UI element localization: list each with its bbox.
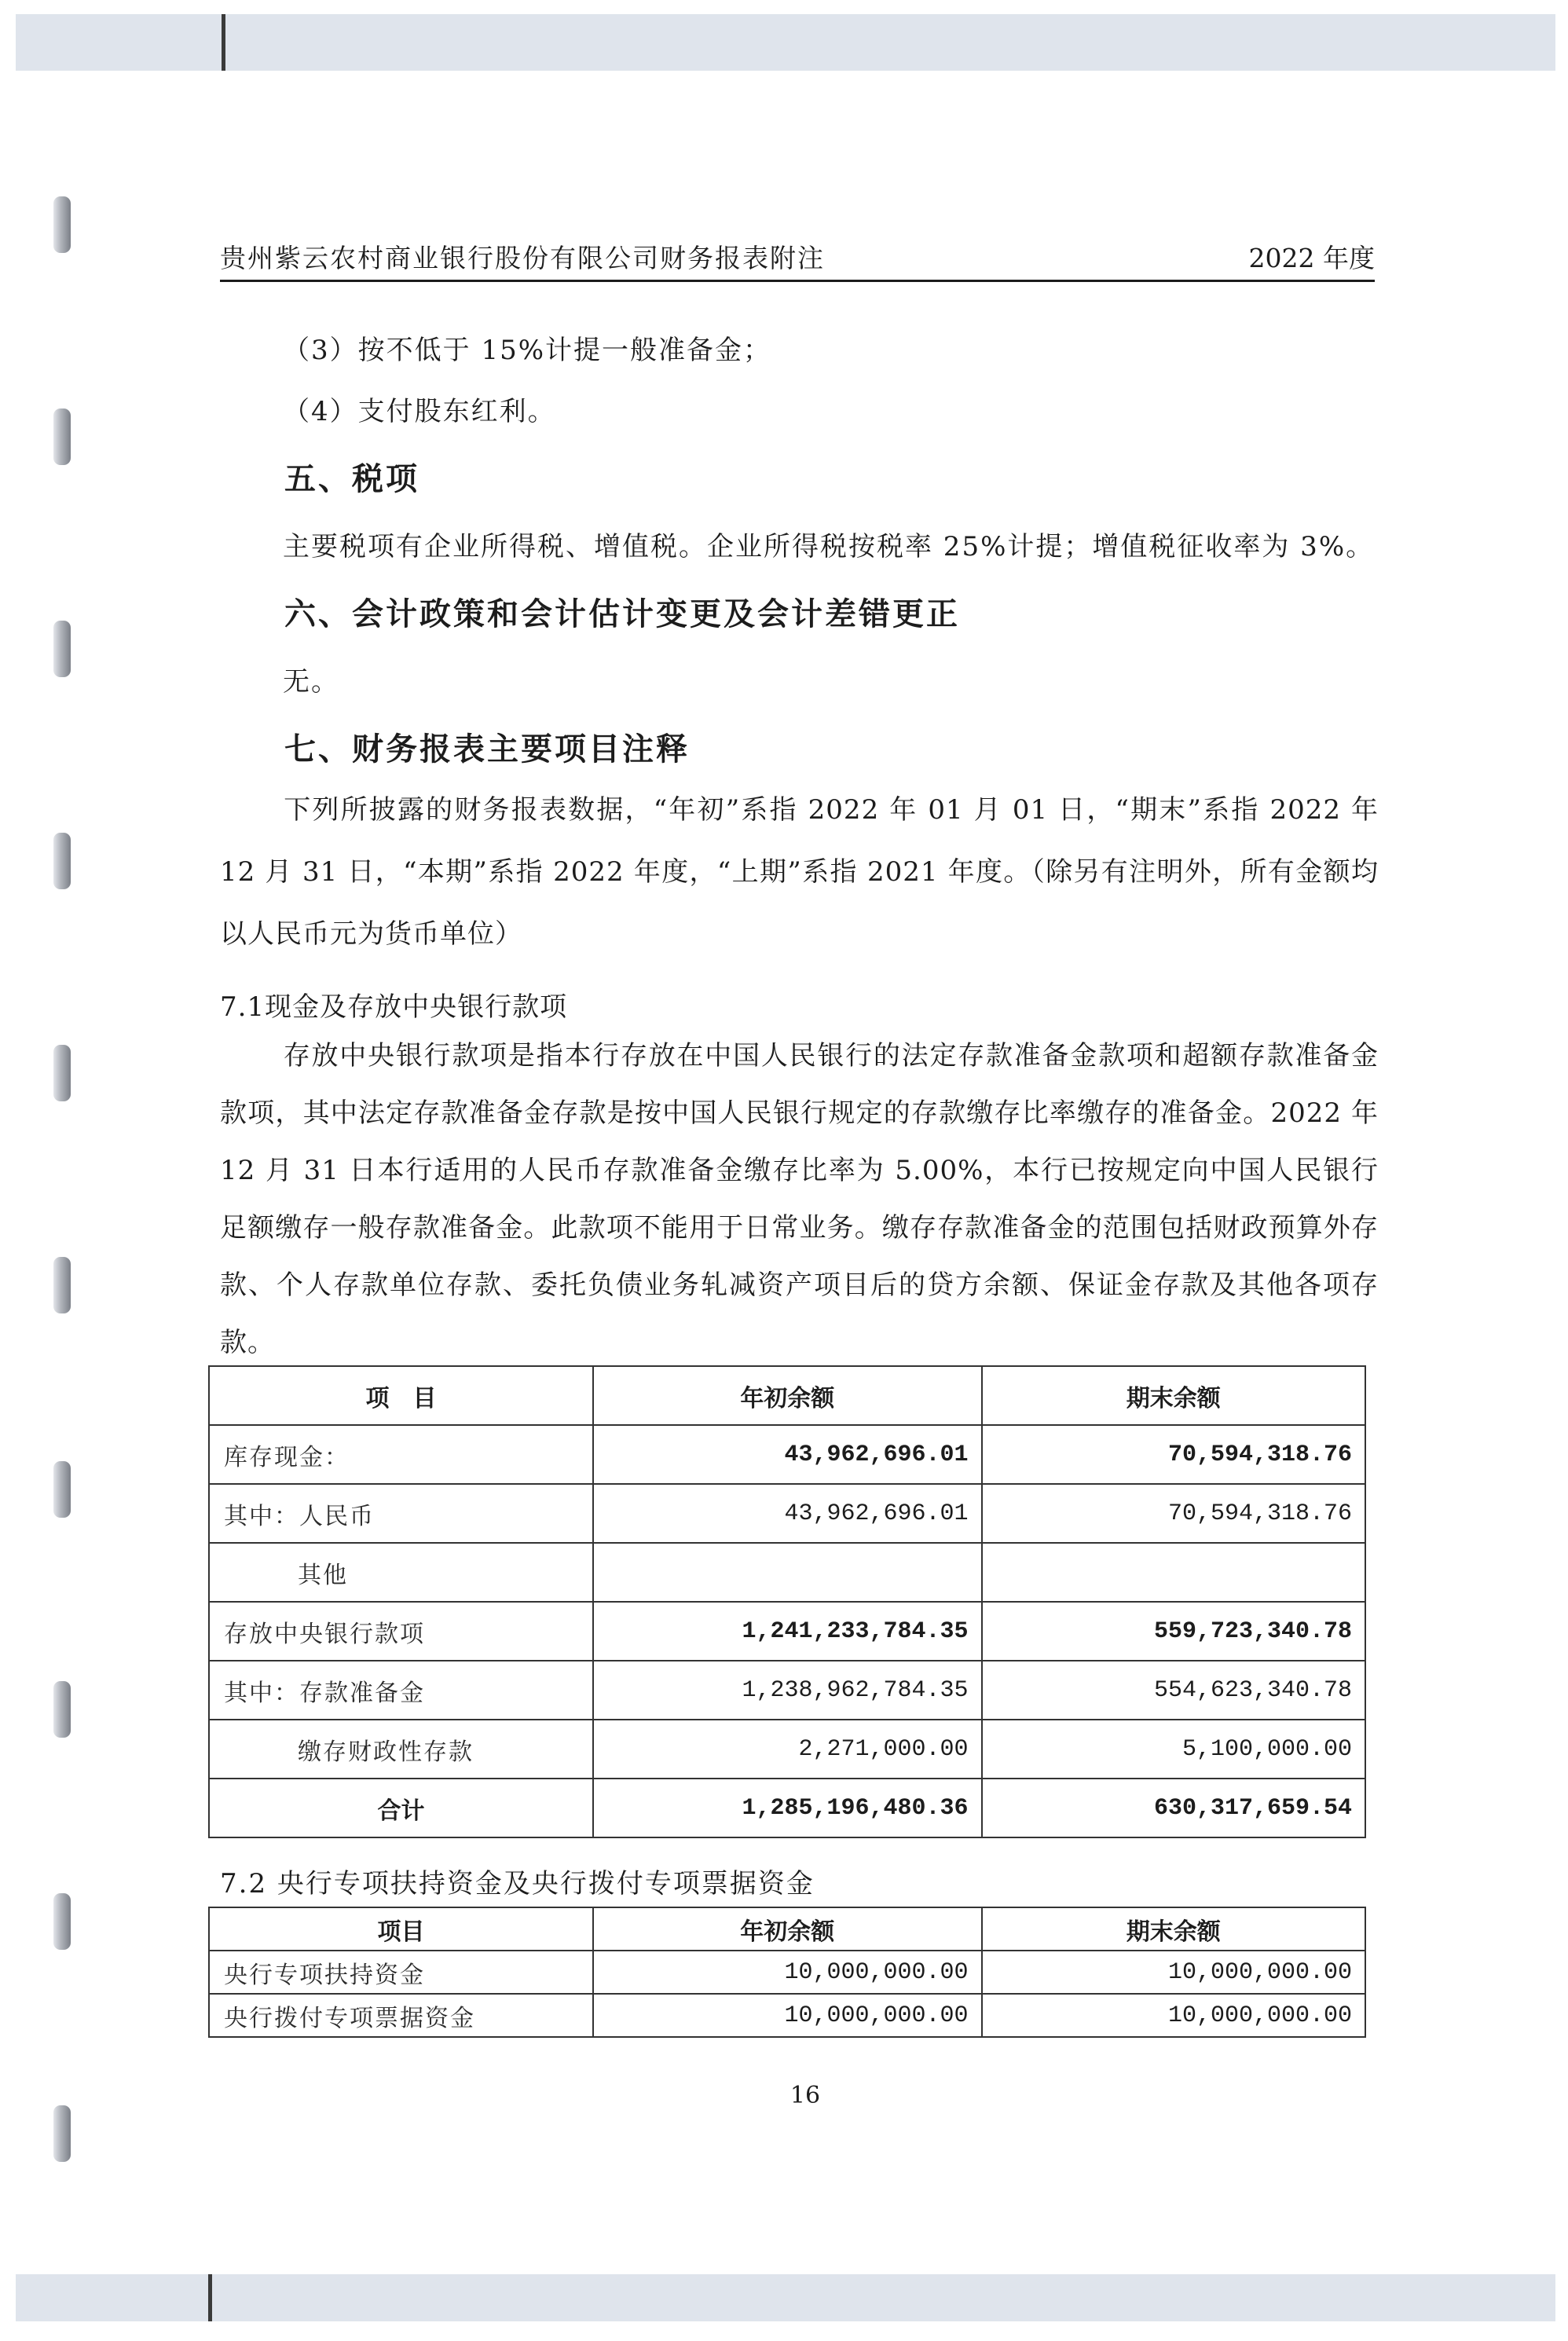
row-opening: 2,271,000.00 <box>593 1720 981 1779</box>
table-header-row <box>209 1907 1365 1951</box>
scan-line-top <box>222 14 225 71</box>
row-closing: 70,594,318.76 <box>982 1425 1365 1484</box>
table-row <box>209 1543 1365 1602</box>
table-row <box>209 1994 1365 2037</box>
list-item: （3）按不低于 15%计提一般准备金； <box>283 335 772 366</box>
subsection-title-7-2: 7.2 央行专项扶持资金及央行拨付专项票据资金 <box>220 1868 815 1900</box>
row-opening: 10,000,000.00 <box>593 1951 981 1994</box>
table-row <box>209 1425 1365 1484</box>
row-label: 其中：存款准备金 <box>209 1661 593 1720</box>
col-header-closing: 期末余额 <box>982 1907 1366 1951</box>
header-company-title: 贵州紫云农村商业银行股份有限公司财务报表附注 <box>220 243 825 273</box>
list-item: （4）支付股东红利。 <box>283 396 556 427</box>
binder-hole <box>53 1045 71 1101</box>
row-opening: 10,000,000.00 <box>593 1994 981 2037</box>
col-header-closing: 期末余额 <box>982 1366 1365 1425</box>
section-heading-tax: 五、税项 <box>284 461 419 497</box>
row-label: 其他 <box>209 1543 593 1602</box>
row-label: 库存现金： <box>209 1425 593 1484</box>
row-opening: 1,241,233,784.35 <box>593 1602 981 1661</box>
row-label: 央行专项扶持资金 <box>209 1951 593 1994</box>
table-header-row <box>209 1366 1365 1425</box>
row-closing: 559,723,340.78 <box>982 1602 1365 1661</box>
notes-intro-text: 下列所披露的财务报表数据，“年初”系指 2022 年 01 月 01 日，“期末”系指 2022 年 12 月 31 日，“本期”系指 2022 年度，“上期”系指 2021 年度。（除另有注明外，所有金额均以人民币元为货币单位） <box>220 794 1379 950</box>
binder-hole <box>53 1257 71 1313</box>
table-row <box>209 1951 1365 1994</box>
special-funds-table <box>208 1907 1366 2038</box>
binder-hole <box>53 621 71 677</box>
binder-hole <box>53 833 71 889</box>
header-year: 2022 年度 <box>1248 243 1375 273</box>
central-bank-text: 存放中央银行款项是指本行存放在中国人民银行的法定存款准备金款项和超额存款准备金款项，其中法定存款准备金存款是按中国人民银行规定的存款缴存比率缴存的准备金。2022 年 12 月 31 日本行适用的人民币存款准备金缴存比率为 5.00%，本行已按规定向中国人民银行足额缴存一般存款准备金。此款项不能用于日常业务。缴存存款准备金的范围包括财政预算外存款、个人存款单位存款、委托负债业务轧减资产项目后的贷方余额、保证金存款及其他各项存款。 <box>220 1040 1379 1358</box>
row-label: 央行拨付专项票据资金 <box>209 1994 593 2037</box>
table-row <box>209 1484 1365 1543</box>
row-closing: 10,000,000.00 <box>982 1951 1366 1994</box>
binder-hole <box>53 1681 71 1738</box>
row-label: 其中：人民币 <box>209 1484 593 1543</box>
binder-hole <box>53 408 71 465</box>
section-heading-notes: 七、财务报表主要项目注释 <box>284 731 690 768</box>
table-row <box>209 1661 1365 1720</box>
binder-hole <box>53 196 71 253</box>
row-opening: 43,962,696.01 <box>593 1425 981 1484</box>
total-closing: 630,317,659.54 <box>982 1779 1365 1837</box>
page-header <box>220 239 1375 282</box>
binder-hole <box>53 2105 71 2162</box>
table-total-row <box>209 1779 1365 1837</box>
col-header-item: 项 目 <box>209 1366 593 1425</box>
row-closing: 554,623,340.78 <box>982 1661 1365 1720</box>
col-header-opening: 年初余额 <box>593 1366 981 1425</box>
row-closing <box>982 1543 1365 1602</box>
policy-changes-text: 无。 <box>283 666 339 698</box>
scan-top-edge <box>16 14 1555 71</box>
row-label: 缴存财政性存款 <box>209 1720 593 1779</box>
row-opening: 43,962,696.01 <box>593 1484 981 1543</box>
section-heading-policy-changes: 六、会计政策和会计估计变更及会计差错更正 <box>284 596 960 632</box>
row-closing: 5,100,000.00 <box>982 1720 1365 1779</box>
row-closing: 10,000,000.00 <box>982 1994 1366 2037</box>
page-number: 16 <box>789 2082 821 2109</box>
table-row <box>209 1720 1365 1779</box>
tax-paragraph: 主要税项有企业所得税、增值税。企业所得税按税率 25%计提；增值税征收率为 3%。 <box>283 531 1375 562</box>
col-header-item: 项目 <box>209 1907 593 1951</box>
scan-bottom-edge <box>16 2274 1555 2321</box>
binder-hole <box>53 1461 71 1518</box>
row-opening: 1,238,962,784.35 <box>593 1661 981 1720</box>
total-opening: 1,285,196,480.36 <box>593 1779 981 1837</box>
binder-hole <box>53 1893 71 1950</box>
table-row <box>209 1602 1365 1661</box>
col-header-opening: 年初余额 <box>593 1907 981 1951</box>
subsection-title-7-1: 7.1现金及存放中央银行款项 <box>220 991 568 1023</box>
central-bank-paragraph <box>220 1028 1379 1372</box>
total-label: 合计 <box>209 1779 593 1837</box>
row-closing: 70,594,318.76 <box>982 1484 1365 1543</box>
row-opening <box>593 1543 981 1602</box>
cash-central-bank-table <box>208 1365 1366 1838</box>
notes-intro-paragraph <box>220 779 1379 965</box>
scan-line-bottom <box>208 2274 212 2321</box>
row-label: 存放中央银行款项 <box>209 1602 593 1661</box>
